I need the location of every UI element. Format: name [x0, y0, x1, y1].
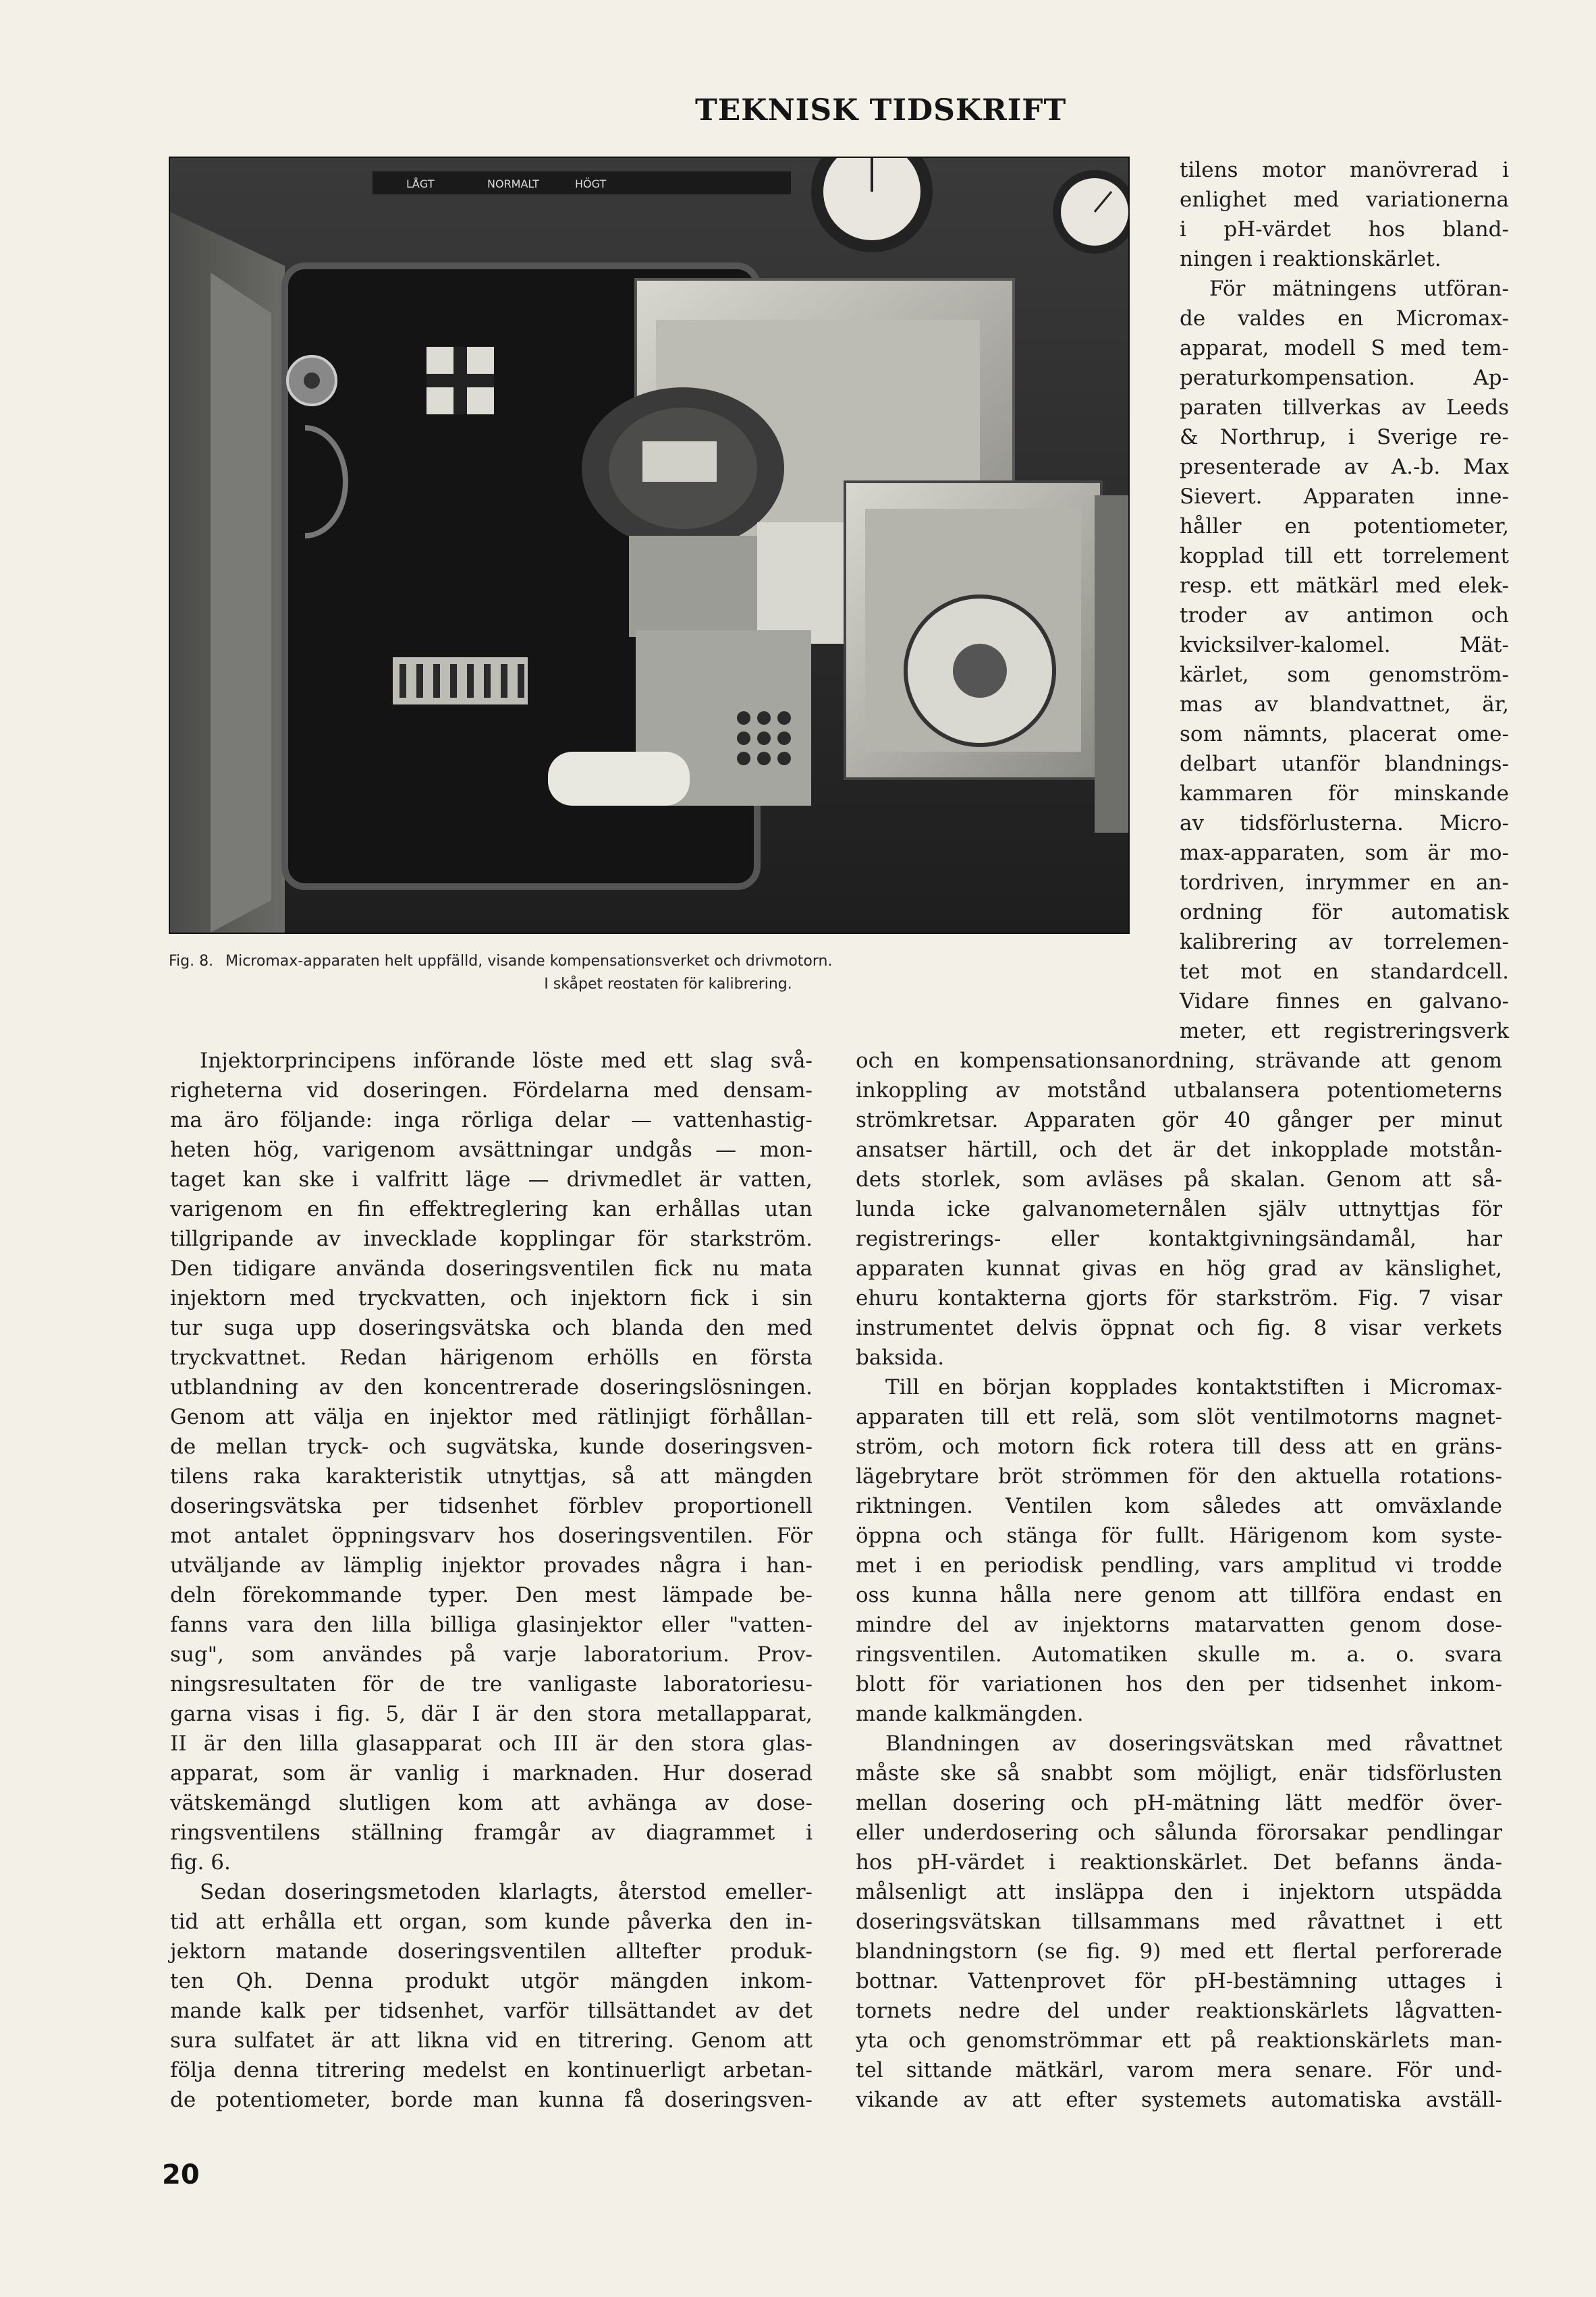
text-line: de potentiometer, borde man kunna få doseringsven-	[170, 2088, 813, 2112]
text-line: baksida.	[856, 1346, 945, 1370]
text-line: Blandningen av doseringsvätskan med råvattnet	[885, 1732, 1502, 1756]
text-line: utblandning av den koncentrerade doseringslösningen.	[170, 1375, 813, 1400]
text-line: troder av antimon och	[1180, 603, 1509, 628]
text-line: kopplad till ett torrelement	[1180, 544, 1509, 568]
text-line: Injektorprincipens införande löste med ett slag svå-	[200, 1049, 813, 1073]
text-line: målsenligt att insläppa den i injektorn utspädda	[856, 1880, 1502, 1904]
text-line: fig. 6.	[170, 1850, 231, 1875]
text-line: eller underdosering och sålunda förorsakar pendlingar	[856, 1821, 1502, 1845]
text-line: av tidsförlusterna. Micro-	[1180, 811, 1509, 835]
text-line: Den tidigare använda doseringsventilen fick nu mata	[170, 1256, 813, 1281]
text-line: peraturkompensation. Ap-	[1180, 366, 1509, 390]
figure-caption	[169, 950, 1140, 996]
text-line: apparaten kunnat givas en hög grad av känslighet,	[856, 1256, 1502, 1281]
text-line: måste ske så snabbt som möjligt, enär tidsförlusten	[856, 1761, 1502, 1786]
text-line: bottnar. Vattenprovet för pH-bestämning uttages i	[856, 1969, 1502, 1993]
journal-header: TEKNISK TIDSKRIFT	[695, 93, 1067, 128]
text-line: Till en början kopplades kontaktstiften i Micromax-	[885, 1375, 1502, 1400]
text-line: i pH-värdet hos bland-	[1180, 217, 1509, 242]
text-line: strömkretsar. Apparaten gör 40 gånger per minut	[856, 1108, 1502, 1132]
text-line: lägebrytare bröt strömmen för den aktuella rotations-	[856, 1464, 1502, 1489]
text-line: tordriven, inrymmer en an-	[1180, 870, 1509, 895]
text-line: jektorn matande doseringsventilen alltefter produk-	[170, 1939, 813, 1964]
text-line: Genom att välja en injektor med rätlinjigt förhållan-	[170, 1405, 813, 1429]
text-line: vikande av att efter systemets automatiska avställ-	[856, 2088, 1502, 2112]
text-line: tryckvattnet. Redan härigenom erhölls en första	[170, 1346, 813, 1370]
text-line: ma äro följande: inga rörliga delar — vattenhastig-	[170, 1108, 813, 1132]
text-line-italic-span: mande kalk per tidsenhet, varför tillsättandet av det	[170, 1999, 813, 2023]
text-line: mande kalkmängden.	[856, 1702, 1084, 1726]
text-line: apparat, som är vanlig i marknaden. Hur doserad	[170, 1761, 813, 1786]
text-line: righeterna vid doseringen. Fördelarna med densam-	[170, 1078, 813, 1103]
text-line: tilens raka karakteristik utnyttjas, så att mängden	[170, 1464, 813, 1489]
text-line: deln förekommande typer. Den mest lämpade be-	[170, 1583, 813, 1607]
text-line: ningsresultaten för de tre vanligaste laboratoriesu-	[170, 1672, 813, 1696]
figure-label: Fig. 8.	[169, 953, 214, 970]
text-line: ningen i reaktionskärlet.	[1180, 247, 1441, 271]
text-line: ström, och motorn fick rotera till dess att en gräns-	[856, 1435, 1502, 1459]
text-line: tornets nedre del under reaktionskärlets lågvatten-	[856, 1999, 1502, 2023]
wiring-bundle	[737, 711, 791, 765]
text-line: Sievert. Apparaten inne-	[1180, 485, 1509, 509]
text-line: & Northrup, i Sverige re-	[1180, 425, 1509, 449]
text-column-top-right	[1180, 155, 1509, 1046]
text-line: garna visas i fig. 5, där I är den stora metallapparat,	[170, 1702, 813, 1726]
text-line: öppna och stänga för fullt. Härigenom kom syste-	[856, 1524, 1502, 1548]
text-line: dets storlek, som avläses på skalan. Genom att så-	[856, 1167, 1502, 1192]
text-line: sura sulfatet är att likna vid en titrering. Genom att	[170, 2028, 813, 2053]
text-line: lunda icke galvanometernålen själv uttnyttjas för	[856, 1197, 1502, 1221]
text-column-left	[170, 1046, 813, 2115]
text-line: tel sittande mätkärl, varom mera senare. För und-	[856, 2058, 1502, 2082]
panel-label-high: HÖGT	[575, 177, 607, 190]
text-line: II är den lilla glasapparat och III är den stora glas-	[170, 1732, 813, 1756]
text-line: instrumentet delvis öppnat och fig. 8 visar verkets	[856, 1316, 1502, 1340]
text-line: Sedan doseringsmetoden klarlagts, återstod emeller-	[200, 1880, 813, 1904]
caption-line-1: Micromax-apparaten helt uppfälld, visande kompensationsverket och drivmotorn.	[225, 953, 833, 970]
text-line: kalibrering av torrelemen-	[1180, 930, 1509, 954]
text-line: doseringsvätska per tidsenhet förblev proportionell	[170, 1494, 813, 1518]
text-line: presenterade av A.-b. Max	[1180, 455, 1509, 479]
text-line: som nämnts, placerat ome-	[1180, 722, 1509, 746]
text-line: vätskemängd slutligen kom att avhänga av dose-	[170, 1791, 813, 1815]
text-line: hos pH-värdet i reaktionskärlet. Det befanns ända-	[856, 1850, 1502, 1875]
text-line: håller en potentiometer,	[1180, 514, 1509, 538]
panel-label-normal: NORMALT	[487, 177, 539, 190]
text-line: enlighet med variationerna	[1180, 188, 1509, 212]
text-line: met i en periodisk pendling, vars amplitud vi trodde	[856, 1553, 1502, 1578]
text-line: tet mot en standardcell.	[1180, 960, 1509, 984]
text-line: delbart utanför blandnings-	[1180, 752, 1509, 776]
text-line: injektorn med tryckvatten, och injektorn fick i sin	[170, 1286, 813, 1310]
text-line: taget kan ske i valfritt läge — drivmedlet är vatten,	[170, 1167, 813, 1192]
text-line: paraten tillverkas av Leeds	[1180, 395, 1509, 420]
text-line: yta och genomströmmar ett på reaktionskärlets man-	[856, 2028, 1502, 2053]
text-line: tilens motor manövrerad i	[1180, 158, 1509, 182]
text-line: varigenom en fin effektreglering kan erhållas utan	[170, 1197, 813, 1221]
text-line: fanns vara den lilla billiga glasinjektor eller "vatten-	[170, 1613, 813, 1637]
text-line-italic-span: ten Qh. Denna produkt utgör mängden inkom-	[170, 1969, 813, 1993]
text-line: heten hög, varigenom avsättningar undgås — mon-	[170, 1138, 813, 1162]
text-line: mas av blandvattnet, är,	[1180, 692, 1509, 717]
text-line: doseringsvätskan tillsammans med råvattnet i ett	[856, 1910, 1502, 1934]
text-line: apparat, modell S med tem-	[1180, 336, 1509, 360]
text-line: apparaten till ett relä, som slöt ventilmotorns magnet-	[856, 1405, 1502, 1429]
text-line: riktningen. Ventilen kom således att omväxlande	[856, 1494, 1502, 1518]
text-line: tur suga upp doseringsvätska och blanda den med	[170, 1316, 813, 1340]
text-line: registrerings- eller kontaktgivningsändamål, har	[856, 1227, 1502, 1251]
text-line: ringsventilen. Automatiken skulle m. a. o. svara	[856, 1642, 1502, 1667]
text-line: kärlet, som genomström-	[1180, 663, 1509, 687]
text-line: och en kompensationsanordning, strävande att genom	[856, 1049, 1502, 1073]
text-line: mot antalet öppningsvarv hos doseringsventilen. För	[170, 1524, 813, 1548]
panel-label-low: LÅGT	[406, 177, 435, 190]
caption-line-2: I skåpet reostaten för kalibrering.	[544, 976, 792, 993]
text-line: kvicksilver-kalomel. Mät-	[1180, 633, 1509, 657]
text-line: kammaren för minskande	[1180, 781, 1509, 806]
text-line: mellan dosering och pH-mätning lätt medför över-	[856, 1791, 1502, 1815]
figure-photo	[169, 157, 1130, 934]
text-line: ehuru kontakterna gjorts för starkström. Fig. 7 visar	[856, 1286, 1502, 1310]
text-line: följa denna titrering medelst en kontinuerligt arbetan-	[170, 2058, 813, 2082]
text-line: ansatser härtill, och det är det inkopplade motstån-	[856, 1138, 1502, 1162]
figure-photo-illustration	[170, 158, 1128, 933]
text-line: de mellan tryck- och sugvätska, kunde doseringsven-	[170, 1435, 813, 1459]
text-line: Vidare finnes en galvano-	[1180, 989, 1509, 1014]
text-line: sug", som användes på varje laboratorium. Prov-	[170, 1642, 813, 1667]
text-line: ringsventilens ställning framgår av diagrammet i	[170, 1821, 813, 1845]
text-line: de valdes en Micromax-	[1180, 306, 1509, 331]
text-line: ordning för automatisk	[1180, 900, 1509, 924]
text-line: tillgripande av invecklade kopplingar för starkström.	[170, 1227, 813, 1251]
text-line: mindre del av injektorns matarvatten genom dose-	[856, 1613, 1502, 1637]
text-line: resp. ett mätkärl med elek-	[1180, 574, 1509, 598]
text-line: utväljande av lämplig injektor provades några i han-	[170, 1553, 813, 1578]
text-line: max-apparaten, som är mo-	[1180, 841, 1509, 865]
text-line: meter, ett registreringsverk	[1180, 1019, 1509, 1043]
text-line: inkoppling av motstånd utbalansera potentiometerns	[856, 1078, 1502, 1103]
text-column-right	[856, 1046, 1502, 2115]
page-number: 20	[162, 2159, 200, 2190]
text-line: blandningstorn (se fig. 9) med ett flertal perforerade	[856, 1939, 1502, 1964]
text-line: tid att erhålla ett organ, som kunde påverka den in-	[170, 1910, 813, 1934]
standard-cell-cylinder	[548, 752, 690, 806]
text-line: blott för variationen hos den per tidsenhet inkom-	[856, 1672, 1502, 1696]
text-line: För mätningens utföran-	[1209, 277, 1509, 301]
text-line: oss kunna hålla nere genom att tillföra endast en	[856, 1583, 1502, 1607]
